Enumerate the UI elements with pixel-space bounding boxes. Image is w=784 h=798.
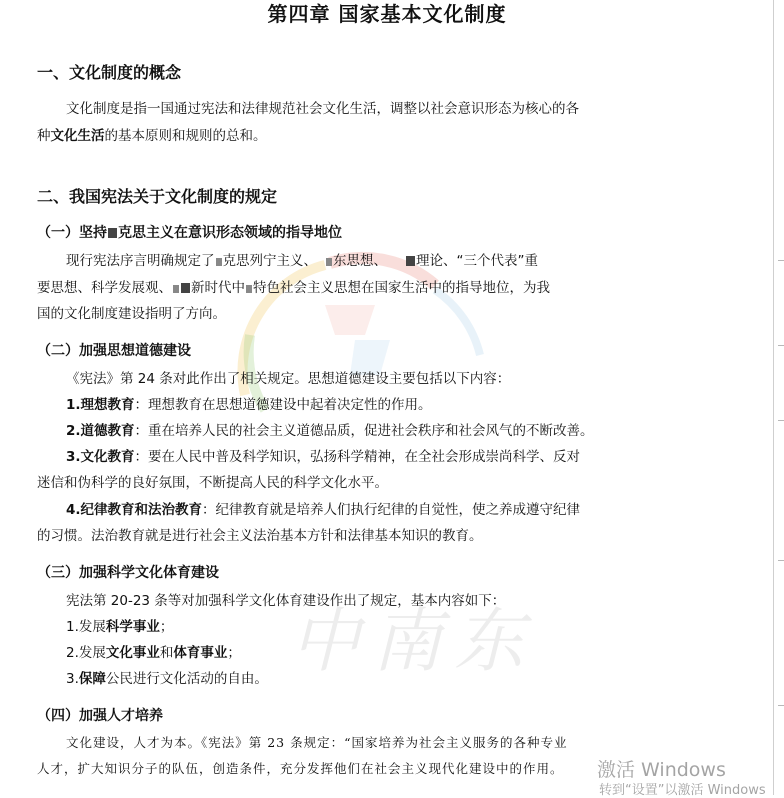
- sub3-item1: 1.发展科学事业；: [66, 619, 174, 635]
- sub4-heading: （四）加强人才培养: [37, 708, 163, 724]
- section2-heading: 二、我国宪法关于文化制度的规定: [37, 187, 278, 206]
- redaction-mark: [173, 285, 179, 293]
- chapter-title: 第四章 国家基本文化制度: [267, 2, 507, 26]
- windows-activation-title: 激活 Windows: [597, 759, 726, 781]
- margin-tick: [778, 420, 784, 421]
- page-right-margin: [773, 0, 784, 795]
- sub2-item2: 2.道德教育：重在培养人民的社会主义道德品质，促进社会秩序和社会风气的不断改善。: [66, 423, 594, 439]
- section1-para-line1: 文化制度是指一国通过宪法和法律规范社会文化生活，调整以社会意识形态为核心的各: [66, 101, 579, 117]
- logo-watermark: [205, 245, 505, 415]
- redaction-mark: [108, 228, 117, 238]
- redaction-mark: [246, 285, 252, 293]
- brand-watermark: 中南东: [290, 600, 536, 682]
- sub3-item3: 3.保障公民进行文化活动的自由。: [66, 671, 268, 687]
- sub4-line1: 文化建设，人才为本。《宪法》第 23 条规定：“国家培养为社会主义服务的各种专业: [66, 735, 568, 750]
- margin-tick: [778, 560, 784, 561]
- redaction-mark: [181, 283, 190, 293]
- sub3-intro: 宪法第 20-23 条等对加强科学文化体育建设作出了规定，基本内容如下：: [66, 593, 506, 609]
- section1-heading: 一、文化制度的概念: [37, 63, 182, 82]
- sub4-line2: 人才，扩大知识分子的队伍，创造条件，充分发挥他们在社会主义现代化建设中的作用。: [37, 761, 564, 776]
- sub2-item1: 1.理想教育：理想教育在思想道德建设中起着决定性的作用。: [66, 397, 432, 413]
- margin-tick: [778, 345, 784, 346]
- redaction-mark: [326, 258, 332, 266]
- sub2-heading: （二）加强思想道德建设: [37, 343, 191, 359]
- section1-para-line2: 种文化生活的基本原则和规则的总和。: [37, 128, 267, 144]
- redaction-mark: [216, 258, 222, 266]
- sub2-item4-cont: 的习惯。法治教育就是进行社会主义法治基本方针和法律基本知识的教育。: [37, 528, 483, 544]
- sub1-line1: 现行宪法序言明确规定了 克思列宁主义、 东思想、 理论、“三个代表”重: [66, 253, 538, 269]
- sub1-heading: （一）坚持 克思主义在意识形态领域的指导地位: [37, 225, 342, 241]
- sub2-intro: 《宪法》第 24 条对此作出了相关规定。思想道德建设主要包括以下内容：: [66, 371, 511, 387]
- sub2-item3-cont: 迷信和伪科学的良好氛围，不断提高人民的科学文化水平。: [37, 475, 388, 491]
- sub1-line3: 国的文化制度建设指明了方向。: [37, 306, 226, 322]
- windows-activation-subtitle: 转到“设置”以激活 Windows: [599, 783, 766, 798]
- margin-tick: [778, 260, 784, 261]
- sub2-item3: 3.文化教育：要在人民中普及科学知识，弘扬科学精神，在全社会形成崇尚科学、反对: [66, 449, 581, 465]
- sub2-item4: 4.纪律教育和法治教育：纪律教育就是培养人们执行纪律的自觉性，使之养成遵守纪律: [66, 502, 581, 518]
- sub1-line2: 要思想、科学发展观、 新时代中 特色社会主义思想在国家生活中的指导地位，为我: [37, 280, 550, 296]
- margin-tick: [778, 705, 784, 706]
- sub3-item2: 2.发展文化事业和体育事业；: [66, 645, 241, 661]
- redaction-mark: [406, 256, 415, 266]
- sub3-heading: （三）加强科学文化体育建设: [37, 565, 219, 581]
